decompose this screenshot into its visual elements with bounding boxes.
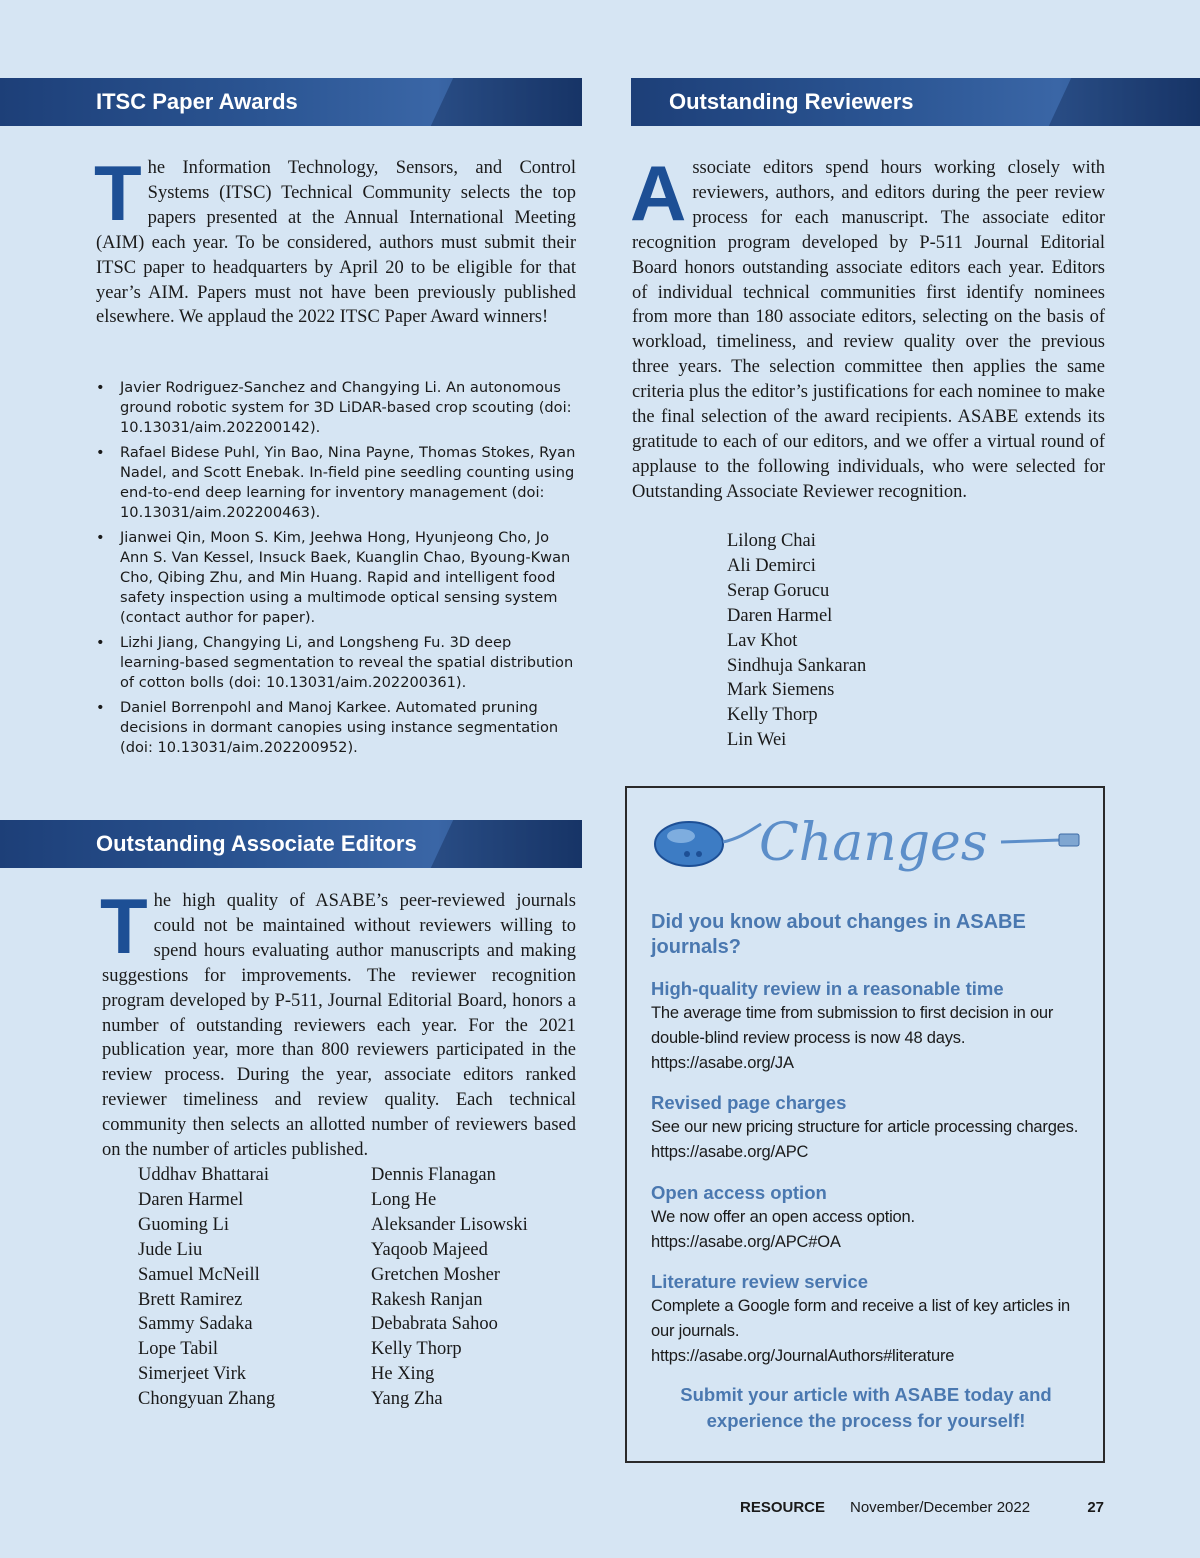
changes-cta: Submit your article with ASABE today and experience the process for yourself! [680, 1384, 1052, 1431]
itsc-title: ITSC Paper Awards [96, 89, 298, 114]
change-item-body: Complete a Google form and receive a list of key articles in our journals. [651, 1297, 1071, 1340]
itsc-dropcap: T [94, 149, 142, 237]
mouse-cable-illustration [641, 794, 1091, 904]
reviewers-title: Outstanding Reviewers [669, 89, 914, 114]
change-item-body: We now offer an open access option. [651, 1208, 915, 1226]
editors-dropcap: T [100, 882, 148, 970]
editors-title: Outstanding Associate Editors [96, 831, 417, 856]
change-item-open-access [651, 1180, 1091, 1255]
editors-names-right [371, 1163, 528, 1412]
itsc-intro-text: he Information Technology, Sensors, and Control Systems (ITSC) Technical Community selects the top papers presented at the Annual International Meeting (AIM) each year. To be considered, authors must submit their ITSC paper to headquarters by April 20 to be eligible for that year’s AIM. Papers must not have been previously published elsewhere. We applaud the 2022 ITSC Paper Award winners! [96, 158, 576, 328]
editors-names-left [138, 1163, 275, 1412]
list-item: • Lizhi Jiang, Changying Li, and Longsheng Fu. 3D deep learning-based segmentation to reveal the spatial distribution of cotton bolls (doi: 10.13031/aim.202200361). [96, 633, 580, 693]
changes-heading: Did you know about changes in ASABE journals? [651, 911, 1026, 958]
list-item: Uddhav Bhattarai [138, 1165, 269, 1185]
change-item-review [651, 976, 1091, 1076]
list-item: Dennis Flanagan [371, 1165, 496, 1185]
list-item: Brett Ramirez [138, 1289, 243, 1310]
list-item: Gretchen Mosher [371, 1264, 500, 1285]
list-item: Mark Siemens [727, 680, 835, 701]
itsc-intro [94, 149, 576, 330]
change-item-link[interactable]: https://asabe.org/JA [651, 1054, 794, 1072]
editors-intro [100, 882, 576, 1163]
list-item: Debabrata Sahoo [371, 1314, 498, 1335]
change-item-charges [651, 1090, 1091, 1165]
change-item-link[interactable]: https://asabe.org/APC#OA [651, 1233, 841, 1251]
reviewers-dropcap: A [630, 149, 687, 237]
itsc-award-list [96, 378, 580, 763]
reviewers-intro [630, 149, 1105, 505]
itsc-banner [0, 78, 582, 126]
list-item: Sammy Sadaka [138, 1314, 253, 1335]
editors-banner [0, 820, 582, 868]
change-item-link[interactable]: https://asabe.org/APC [651, 1143, 809, 1161]
change-item-body-text: See our new pricing structure for article processing charges. [651, 1118, 1079, 1136]
footer-page-number: 27 [1087, 1499, 1104, 1516]
change-item-title: Revised page charges [651, 1092, 847, 1113]
list-item: Guoming Li [138, 1214, 229, 1235]
page-footer [740, 1496, 1104, 1520]
usb-plug-icon [1059, 834, 1079, 846]
change-item-title: Open access option [651, 1182, 827, 1203]
changes-box [625, 786, 1105, 1463]
list-item: Kelly Thorp [727, 705, 818, 726]
list-item: • Rafael Bidese Puhl, Yin Bao, Nina Payne, Thomas Stokes, Ryan Nadel, and Scott Enebak. In-field pine seedling counting using end-to-end deep learning for inventory management (doi: 10.13031/aim.202200463). [96, 443, 580, 523]
list-item: Ali Demirci [727, 555, 816, 576]
list-item: Simerjeet Virk [138, 1364, 246, 1385]
list-item: Kelly Thorp [371, 1339, 462, 1360]
list-item: Long He [371, 1189, 437, 1210]
editors-intro-text: he high quality of ASABE’s peer-reviewed journals could not be maintained without reviewers willing to spend hours evaluating author manuscripts and making suggestions for improvements. The reviewer recognition program developed by P-511, Journal Editorial Board, honors a number of outstanding reviewers each year. For the 2021 publication year, more than 800 reviewers participated in the review process. During the year, associate editors ranked reviewer timeliness and review quality. Each technical community then selects an allotted number of reviewers based on the number of articles published. [102, 891, 576, 1161]
change-item-body [651, 1115, 1091, 1165]
list-item: Yang Zha [371, 1389, 443, 1410]
list-item: • Jianwei Qin, Moon S. Kim, Jeehwa Hong, Hyunjeong Cho, Jo Ann S. Van Kessel, Insuck Baek, Kuanglin Chao, Byoung-Kwan Cho, Qibing Zhu, and Min Huang. Rapid and intelligent food safety inspection using a multimode optical sensing system (contact author for paper). [96, 528, 580, 628]
list-item: Jude Liu [138, 1239, 203, 1260]
list-item: Sindhuja Sankaran [727, 655, 867, 676]
list-item: Chongyuan Zhang [138, 1389, 276, 1410]
list-item: Rakesh Ranjan [371, 1289, 483, 1310]
footer-brand: RESOURCE [740, 1499, 826, 1516]
footer-issue: November/December 2022 [850, 1499, 1031, 1516]
list-item: Lilong Chai [727, 531, 816, 551]
list-item: Serap Gorucu [727, 580, 830, 601]
list-item: He Xing [371, 1364, 435, 1385]
reviewers-names [727, 529, 866, 753]
list-item: Lin Wei [727, 730, 787, 751]
list-item: Daren Harmel [138, 1189, 244, 1210]
change-item-literature [651, 1269, 1091, 1369]
mouse-icon [655, 822, 723, 866]
change-item-title: High-quality review in a reasonable time [651, 978, 1004, 999]
list-item: Lope Tabil [138, 1339, 219, 1360]
reviewers-banner [631, 78, 1200, 126]
list-item: Daren Harmel [727, 605, 833, 626]
change-item-body: The average time from submission to first decision in our double-blind review process is now 48 days. [651, 1004, 1054, 1047]
list-item: Yaqoob Majeed [371, 1239, 488, 1260]
changes-art-word: Changes [759, 813, 988, 873]
reviewers-intro-text: ssociate editors spend hours working closely with reviewers, authors, and editors during the peer review process for each manuscript. The associate editor recognition program developed by P-511 Journal Editorial Board honors outstanding associate editors each year. Editors of individual technical communities first identify nominees from more than 180 associate editors, selecting on the basis of workload, timeliness, and review quality over the previous three years. The selection committee then applies the same criteria plus the editor’s justifications for each nominee to make the final selection of the award recipients. ASABE extends its gratitude to each of our editors, and we offer a virtual round of applause to the following individuals, who were selected for Outstanding Associate Reviewer recognition. [632, 158, 1105, 502]
list-item: • Daniel Borrenpohl and Manoj Karkee. Automated pruning decisions in dormant canopies using instance segmentation (doi: 10.13031/aim.202200952). [96, 698, 580, 758]
change-item-link[interactable]: https://asabe.org/JournalAuthors#literature [651, 1347, 955, 1365]
change-item-title: Literature review service [651, 1271, 868, 1292]
list-item: Lav Khot [727, 630, 798, 651]
list-item: Aleksander Lisowski [371, 1214, 528, 1235]
list-item: • Javier Rodriguez-Sanchez and Changying Li. An autonomous ground robotic system for 3D LiDAR-based crop scouting (doi: 10.13031/aim.202200142). [96, 378, 580, 438]
list-item: Samuel McNeill [138, 1264, 260, 1285]
